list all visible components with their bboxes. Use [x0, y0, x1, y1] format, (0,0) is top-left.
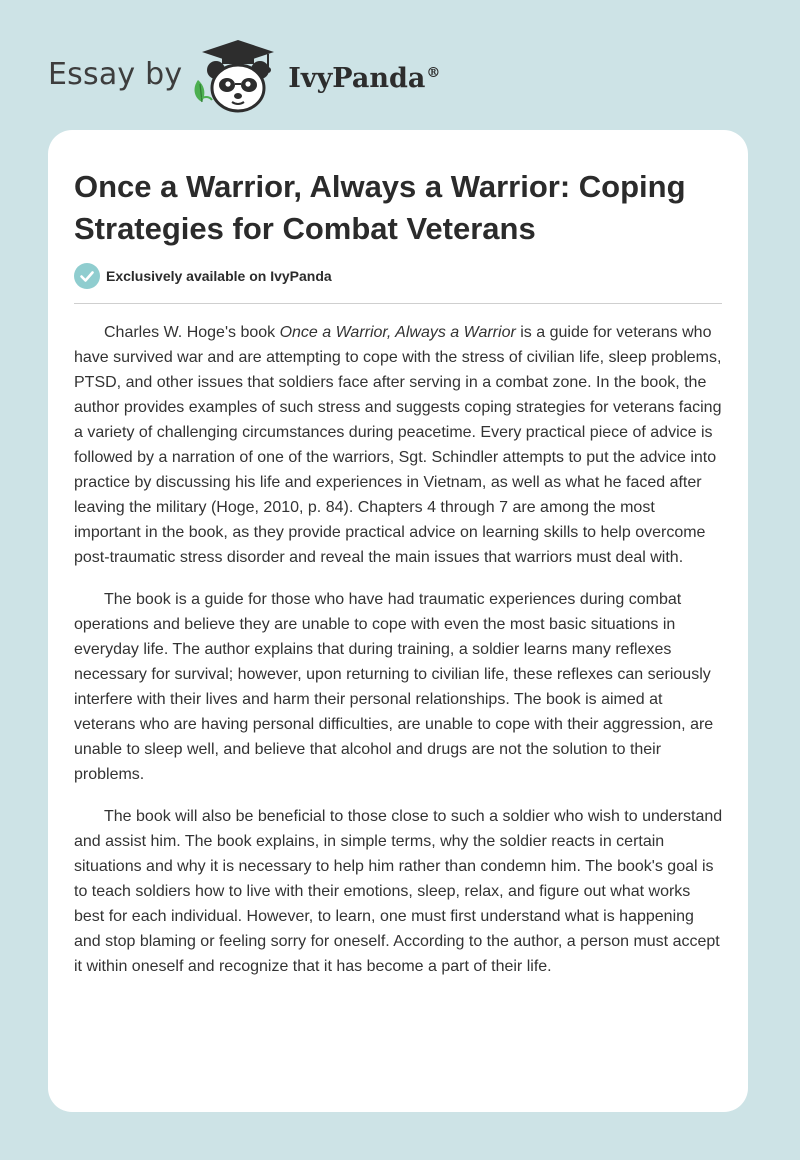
brand-name[interactable]: IvyPanda®	[288, 62, 441, 94]
title-divider	[74, 303, 722, 304]
essay-card	[48, 130, 748, 1112]
panda-graduate-logo[interactable]	[188, 36, 284, 116]
registered-mark: ®	[426, 64, 441, 81]
site-header	[48, 36, 440, 116]
badge-text: Exclusively available on IvyPanda	[106, 268, 332, 284]
paragraph-2: The book is a guide for those who have had traumatic experiences during combat operations and believe they are unable to cope with even the most basic situations in everyday life. The author explains that during training, a soldier learns many reflexes necessary for survival; however, upon returning to civilian life, these reflexes can seriously interfere with their lives and harm their personal relationships. The book is aimed at veterans who are having personal difficulties, are unable to cope with their aggression, are unable to sleep well, and believe that alcohol and drugs are not the solution to their problems.	[74, 591, 714, 783]
book-title: Once a Warrior, Always a Warrior	[279, 324, 516, 341]
check-circle-icon	[74, 263, 100, 289]
leaf-icon	[195, 80, 212, 102]
essay-title: Once a Warrior, Always a Warrior: Coping Strategies for Combat Veterans	[74, 169, 686, 246]
essay-body	[74, 320, 724, 996]
paragraph-1: Charles W. Hoge's book Once a Warrior, Always a Warrior is a guide for veterans who have survived war and are attempting to cope with the stress of civilian life, sleep problems, PTSD, and other issues that soldiers face after serving in a combat zone. In the book, the author provides examples of such stress and suggests coping strategies for veterans facing a variety of challenging circumstances during peacetime. Every practical piece of advice is followed by a narration of one of the warriors, Sgt. Schindler attempts to put the advice into practice by discussing his life and experiences in Vietnam, as well as what he faced after leaving the military (Hoge, 2010, p. 84). Chapters 4 through 7 are among the most important in the book, as they provide practical advice on learning skills to help overcome post-traumatic stress disorder and reveal the main issues that warriors must deal with.	[74, 324, 722, 566]
exclusive-badge	[74, 263, 332, 289]
essay-by-label: Essay by	[48, 56, 183, 92]
paragraph-3: The book will also be beneficial to those close to such a soldier who wish to understand and assist him. The book explains, in simple terms, why the soldier reacts in certain situations and why it is necessary to help him rather than condemn him. The book's goal is to teach soldiers how to live with their emotions, sleep, relax, and figure out what works best for each individual. However, to learn, one must first understand what is happening and stop blaming or feeling sorry for oneself. According to the author, a person must accept it within oneself and recognize that it has become a part of their life.	[74, 808, 723, 975]
